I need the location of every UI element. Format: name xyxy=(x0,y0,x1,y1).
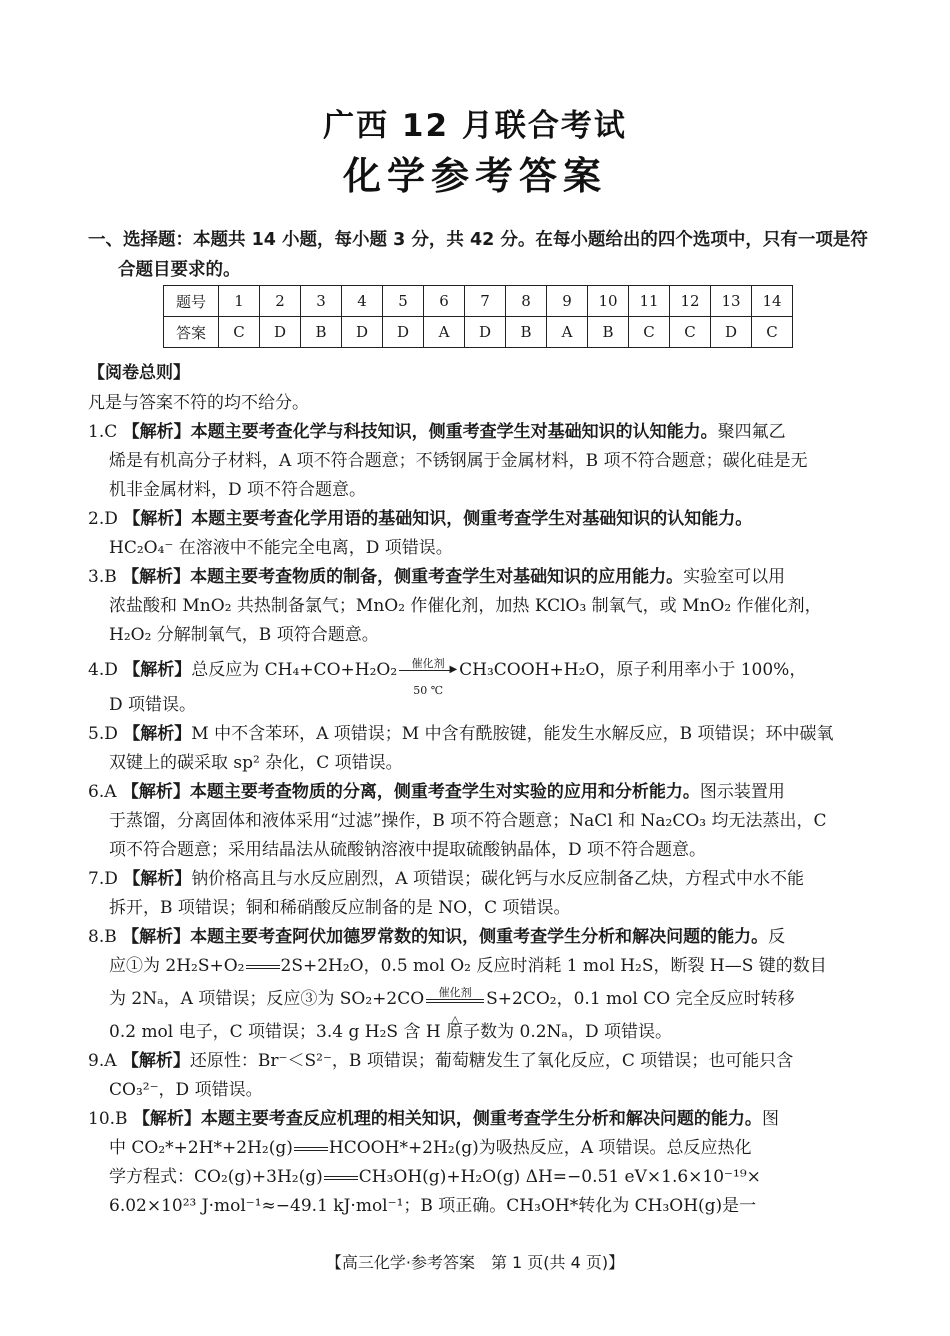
table-header-label: 题号 xyxy=(164,286,219,317)
table-answer-label: 答案 xyxy=(164,317,219,348)
explanation-text: 6.02×10²³ J·mol⁻¹≈−49.1 kJ·mol⁻¹；B 项正确。CH₃OH*转化为 CH₃OH(g)是一 xyxy=(109,1196,757,1216)
arrow-condition-bottom: △ xyxy=(450,1012,460,1026)
answer-cell: A xyxy=(547,317,588,348)
explanation-text: 在溶液中不能完全电离，D 项错误。 xyxy=(173,538,453,558)
answer-cell: A xyxy=(424,317,465,348)
question-number-cell: 2 xyxy=(260,286,301,317)
answer-cell: D xyxy=(342,317,383,348)
question-number-cell: 5 xyxy=(383,286,424,317)
question-number-cell: 4 xyxy=(342,286,383,317)
question-number-cell: 1 xyxy=(219,286,260,317)
answer-cell: D xyxy=(465,317,506,348)
answer-cell: D xyxy=(260,317,301,348)
explanation-5 xyxy=(88,720,862,778)
analysis-tag: 【解析】本题主要考查物质的制备，侧重考查学生对基础知识的应用能力。 xyxy=(122,567,684,587)
exam-title: 广西 12 月联合考试 xyxy=(323,108,627,144)
answer-cell: C xyxy=(629,317,670,348)
explanation-2 xyxy=(88,505,862,563)
explanation-text: 为 2Nₐ，A 项错误；反应③为 SO₂+2CO xyxy=(109,989,425,1009)
explanation-text: CH₃COOH+H₂O，原子利用率小于 100%， xyxy=(459,660,807,680)
page-title: 化学参考答案 xyxy=(342,154,607,198)
item-number: 5.D xyxy=(88,724,118,744)
arrow-condition-top: 催化剂 xyxy=(411,656,445,670)
formula: HC₂O₄⁻ xyxy=(109,538,174,558)
question-number-cell: 14 xyxy=(752,286,793,317)
explanation-text: CO₃²⁻，D 项错误。 xyxy=(109,1080,263,1100)
explanations xyxy=(88,418,862,1221)
answer-cell: C xyxy=(752,317,793,348)
item-number: 10.B xyxy=(88,1109,128,1129)
analysis-tag: 【解析】 xyxy=(121,1051,190,1071)
explanation-text: 项不符合题意；采用结晶法从硫酸钠溶液中提取硫酸钠晶体，D 项不符合题意。 xyxy=(109,840,707,860)
equation-equals-sign xyxy=(246,965,280,969)
question-number-cell: 13 xyxy=(711,286,752,317)
explanation-text: 于蒸馏，分离固体和液体采用“过滤”操作，B 项不符合题意；NaCl 和 Na₂CO₃ 均无法蒸出，C xyxy=(109,811,827,831)
marking-rules-text: 凡是与答案不符的均不给分。 xyxy=(88,393,309,413)
explanation-text: 图示装置用 xyxy=(699,782,785,802)
answer-table xyxy=(163,285,793,348)
equation-equals-sign xyxy=(294,1147,328,1151)
explanation-text: CH₃OH(g)+H₂O(g) ΔH=−0.51 eV×1.6×10⁻¹⁹× xyxy=(358,1167,761,1187)
analysis-tag: 【解析】本题主要考查化学与科技知识，侧重考查学生对基础知识的认知能力。 xyxy=(122,422,718,442)
answer-table-number-row xyxy=(164,286,793,317)
question-number-cell: 8 xyxy=(506,286,547,317)
question-number-cell: 10 xyxy=(588,286,629,317)
reaction-condition-equals xyxy=(426,985,484,1026)
analysis-tag: 【解析】 xyxy=(123,869,192,889)
answer-cell: D xyxy=(711,317,752,348)
page-footer: 【高三化学·参考答案 第 1 页(共 4 页)】 xyxy=(325,1253,625,1272)
arrow-condition-top: 催化剂 xyxy=(438,985,472,999)
explanation-text: 2S+2H₂O，0.5 mol O₂ 反应时消耗 1 mol H₂S，断裂 H—S 键的数目 xyxy=(280,956,827,976)
explanation-8 xyxy=(88,923,862,1047)
answer-cell: C xyxy=(670,317,711,348)
item-number: 8.B xyxy=(88,927,117,947)
explanation-10 xyxy=(88,1105,862,1221)
question-number-cell: 3 xyxy=(301,286,342,317)
explanation-text: S+2CO₂，0.1 mol CO 完全反应时转移 xyxy=(486,989,795,1009)
explanation-6 xyxy=(88,778,862,865)
explanation-text: HCOOH*+2H₂(g)为吸热反应，A 项错误。总反应热化 xyxy=(328,1138,752,1158)
question-number-cell: 12 xyxy=(670,286,711,317)
explanation-text: 实验室可以用 xyxy=(683,567,786,587)
explanation-text: 还原性：Br⁻＜S²⁻，B 项错误；葡萄糖发生了氧化反应，C 项错误；也可能只含 xyxy=(189,1051,794,1071)
arrow-condition-bottom: 50 ℃ xyxy=(413,683,444,697)
explanation-text: 烯是有机高分子材料，A 项不符合题意；不锈钢属于金属材料，B 项不符合题意；碳化硅是无 xyxy=(109,451,808,471)
analysis-tag: 【解析】本题主要考查化学用语的基础知识，侧重考查学生对基础知识的认知能力。 xyxy=(123,509,753,529)
explanation-text: 聚四氟乙 xyxy=(717,422,786,442)
explanation-text: 钠价格高且与水反应剧烈，A 项错误；碳化钙与水反应制备乙炔，方程式中水不能 xyxy=(191,869,804,889)
question-number-cell: 6 xyxy=(424,286,465,317)
explanation-1 xyxy=(88,418,862,505)
answer-cell: B xyxy=(588,317,629,348)
explanation-text: M 中不含苯环，A 项错误；M 中含有酰胺键，能发生水解反应，B 项错误；环中碳氧 xyxy=(191,724,834,744)
explanation-text: 机非金属材料，D 项不符合题意。 xyxy=(109,480,367,500)
explanation-text: 双键上的碳采取 sp² 杂化，C 项错误。 xyxy=(109,753,403,773)
marking-rules-heading: 【阅卷总则】 xyxy=(88,363,190,383)
explanation-4 xyxy=(88,656,862,720)
answer-table-answer-row xyxy=(164,317,793,348)
answer-cell: B xyxy=(506,317,547,348)
analysis-tag: 【解析】本题主要考查反应机理的相关知识，侧重考查学生分析和解决问题的能力。 xyxy=(132,1109,762,1129)
analysis-tag: 【解析】本题主要考查阿伏加德罗常数的知识，侧重考查学生分析和解决问题的能力。 xyxy=(122,927,769,947)
item-number: 3.B xyxy=(88,567,117,587)
answer-cell: B xyxy=(301,317,342,348)
explanation-3 xyxy=(88,563,862,650)
analysis-tag: 【解析】 xyxy=(123,660,192,680)
explanation-text: H₂O₂ 分解制氧气，B 项符合题意。 xyxy=(109,625,379,645)
explanation-text: 学方程式：CO₂(g)+3H₂(g) xyxy=(109,1167,323,1187)
item-number: 6.A xyxy=(88,782,117,802)
explanation-text: 拆开，B 项错误；铜和稀硝酸反应制备的是 NO，C 项错误。 xyxy=(109,898,571,918)
item-number: 7.D xyxy=(88,869,118,889)
answer-cell: D xyxy=(383,317,424,348)
section-heading-line2: 合题目要求的。 xyxy=(118,260,241,280)
explanation-text: 反 xyxy=(768,927,786,947)
explanation-text: 图 xyxy=(761,1109,779,1129)
answer-cell: C xyxy=(219,317,260,348)
question-number-cell: 7 xyxy=(465,286,506,317)
section-heading-line1: 一、选择题：本题共 14 小题，每小题 3 分，共 42 分。在每小题给出的四个选项中，只有一项是符 xyxy=(88,230,868,250)
equation-equals-sign xyxy=(324,1176,358,1180)
explanation-text: 应①为 2H₂S+O₂ xyxy=(109,956,245,976)
explanation-text: D 项错误。 xyxy=(109,695,197,715)
section-heading xyxy=(88,225,868,285)
item-number: 2.D xyxy=(88,509,118,529)
explanation-7 xyxy=(88,865,862,923)
question-number-cell: 11 xyxy=(629,286,670,317)
explanation-text: 0.2 mol 电子，C 项错误；3.4 g H₂S 含 H 原子数为 0.2Nₐ，D 项错误。 xyxy=(109,1022,672,1042)
explanation-text: 中 CO₂*+2H*+2H₂(g) xyxy=(109,1138,293,1158)
item-number: 4.D xyxy=(88,660,118,680)
item-number: 1.C xyxy=(88,422,118,442)
analysis-tag: 【解析】 xyxy=(123,724,192,744)
explanation-9 xyxy=(88,1047,862,1105)
item-number: 9.A xyxy=(88,1051,117,1071)
question-number-cell: 9 xyxy=(547,286,588,317)
explanation-text: 浓盐酸和 MnO₂ 共热制备氯气；MnO₂ 作催化剂，加热 KClO₃ 制氧气，或 MnO₂ 作催化剂， xyxy=(109,596,822,616)
explanation-text: 总反应为 CH₄+CO+H₂O₂ xyxy=(191,660,398,680)
analysis-tag: 【解析】本题主要考查物质的分离，侧重考查学生对实验的应用和分析能力。 xyxy=(121,782,700,802)
reaction-arrow: 催化剂 ▶ 50 ℃ xyxy=(399,664,457,678)
